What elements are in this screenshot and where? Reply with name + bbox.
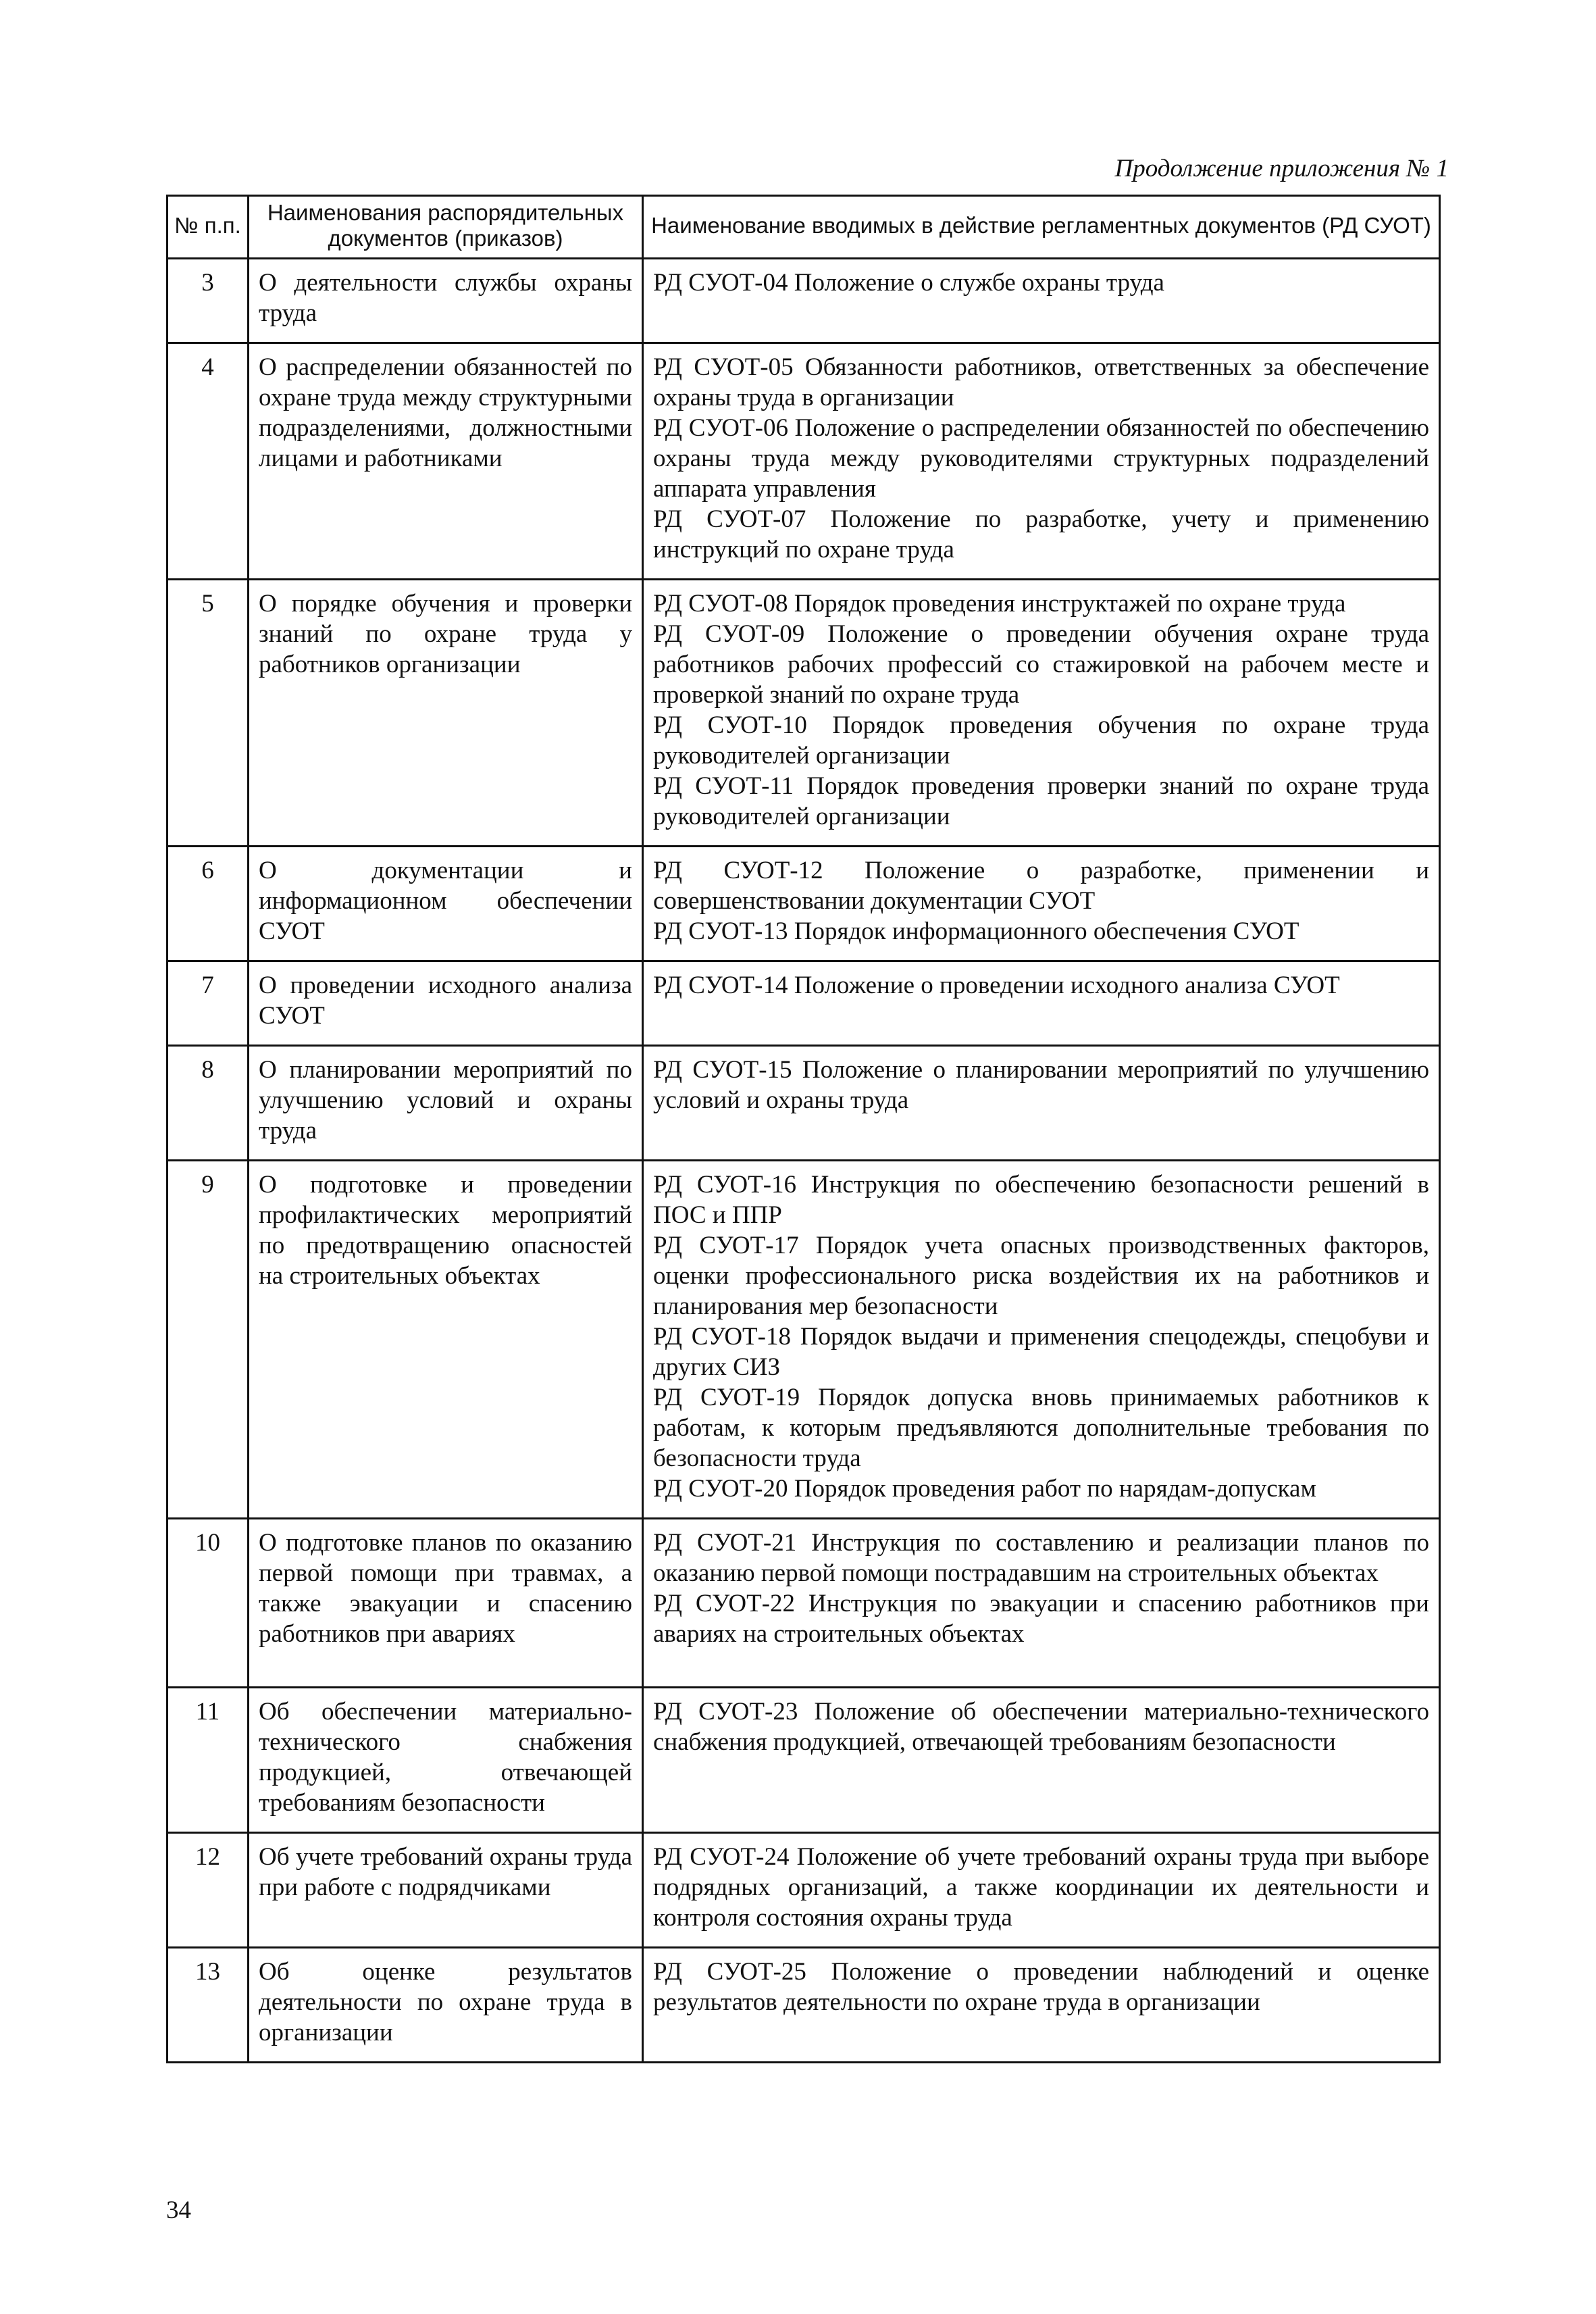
row-number: 11: [168, 1688, 249, 1833]
table-row: [168, 847, 1440, 961]
regulatory-documents-cell: [643, 847, 1440, 961]
regulatory-document-item: РД СУОТ-08 Порядок проведения инструктажей по охране труда: [653, 590, 1346, 618]
regulatory-document-item: РД СУОТ-15 Положение о планировании мероприятий по улучшению условий и охраны труда: [653, 1056, 1429, 1114]
regulatory-document-item: РД СУОТ-16 Инструкция по обеспечению безопасности решений в ПОС и ППР: [653, 1171, 1429, 1229]
regulatory-documents-cell: [643, 580, 1440, 847]
regulatory-document-item: РД СУОТ-04 Положение о службе охраны труда: [653, 269, 1164, 297]
row-number: 5: [168, 580, 249, 847]
header-order-names: Наименования распорядительных документов (приказов): [249, 196, 643, 259]
order-name: Об оценке результатов деятельности по охране труда в организации: [249, 1948, 643, 2063]
order-name: О проведении исходного анализа СУОТ: [249, 961, 643, 1046]
regulatory-document-item: РД СУОТ-17 Порядок учета опасных производственных факторов, оценки профессионального риска воздействия их на работников и планирования мер безопасности: [653, 1232, 1429, 1320]
regulatory-document-item: РД СУОТ-06 Положение о распределении обязанностей по обеспечению охраны труда между руководителями структурных подразделений аппарата управления: [653, 414, 1429, 503]
row-number: 9: [168, 1161, 249, 1519]
table-row: [168, 1161, 1440, 1519]
order-name: О распределении обязанностей по охране труда между структурными подразделениями, должностными лицами и работниками: [249, 343, 643, 580]
regulatory-documents-cell: [643, 1833, 1440, 1948]
row-number: 3: [168, 259, 249, 343]
row-number: 12: [168, 1833, 249, 1948]
table-row: [168, 1046, 1440, 1161]
regulatory-document-item: РД СУОТ-24 Положение об учете требований охраны труда при выборе подрядных организаций, а также координации их деятельности и контроля состояния охраны труда: [653, 1843, 1429, 1932]
regulatory-documents-cell: [643, 961, 1440, 1046]
order-name: Об обеспечении материально-технического снабжения продукцией, отвечающей требованиям безопасности: [249, 1688, 643, 1833]
regulatory-documents-cell: [643, 1519, 1440, 1688]
regulatory-document-item: РД СУОТ-25 Положение о проведении наблюдений и оценке результатов деятельности по охране труда в организации: [653, 1958, 1429, 2016]
order-name: Об учете требований охраны труда при работе с подрядчиками: [249, 1833, 643, 1948]
order-name: О подготовке планов по оказанию первой помощи при травмах, а также эвакуации и спасению работников при авариях: [249, 1519, 643, 1688]
row-number: 4: [168, 343, 249, 580]
order-name: О порядке обучения и проверки знаний по охране труда у работников организации: [249, 580, 643, 847]
order-name: О подготовке и проведении профилактических мероприятий по предотвращению опасностей на строительных объектах: [249, 1161, 643, 1519]
regulatory-document-item: РД СУОТ-05 Обязанности работников, ответственных за обеспечение охраны труда в организации: [653, 353, 1429, 411]
regulatory-document-item: РД СУОТ-23 Положение об обеспечении материально-технического снабжения продукцией, отвечающей требованиям безопасности: [653, 1698, 1429, 1756]
regulatory-document-item: РД СУОТ-22 Инструкция по эвакуации и спасению работников при авариях на строительных объектах: [653, 1590, 1429, 1648]
regulatory-document-item: РД СУОТ-21 Инструкция по составлению и реализации планов по оказанию первой помощи пострадавшим на строительных объектах: [653, 1529, 1429, 1587]
regulatory-document-item: РД СУОТ-19 Порядок допуска вновь принимаемых работников к работам, к которым предъявляются дополнительные требования по безопасности труда: [653, 1384, 1429, 1472]
row-number: 6: [168, 847, 249, 961]
order-name: О планировании мероприятий по улучшению условий и охраны труда: [249, 1046, 643, 1161]
appendix-continuation-caption: Продолжение приложения № 1: [1114, 155, 1449, 182]
regulatory-documents-cell: [643, 343, 1440, 580]
regulatory-document-item: РД СУОТ-18 Порядок выдачи и применения спецодежды, спецобуви и других СИЗ: [653, 1323, 1429, 1381]
header-number: № п.п.: [168, 196, 249, 259]
regulatory-documents-cell: [643, 259, 1440, 343]
regulatory-documents-table: [166, 195, 1441, 2063]
table-row: [168, 1948, 1440, 2063]
regulatory-document-item: РД СУОТ-12 Положение о разработке, применении и совершенствовании документации СУОТ: [653, 857, 1429, 915]
row-number: 13: [168, 1948, 249, 2063]
table-row: [168, 1688, 1440, 1833]
regulatory-document-item: РД СУОТ-10 Порядок проведения обучения по охране труда руководителей организации: [653, 711, 1429, 770]
order-name: О деятельности службы охраны труда: [249, 259, 643, 343]
regulatory-documents-cell: [643, 1688, 1440, 1833]
header-regulatory-documents: Наименование вводимых в действие регламентных документов (РД СУОТ): [643, 196, 1440, 259]
regulatory-document-item: РД СУОТ-07 Положение по разработке, учету и применению инструкций по охране труда: [653, 505, 1429, 563]
regulatory-documents-cell: [643, 1161, 1440, 1519]
regulatory-document-item: РД СУОТ-14 Положение о проведении исходного анализа СУОТ: [653, 972, 1340, 999]
order-name: О документации и информационном обеспечении СУОТ: [249, 847, 643, 961]
row-number: 7: [168, 961, 249, 1046]
table-row: [168, 961, 1440, 1046]
regulatory-document-item: РД СУОТ-09 Положение о проведении обучения охране труда работников рабочих профессий со стажировкой на рабочем месте и проверкой знаний по охране труда: [653, 620, 1429, 709]
regulatory-documents-cell: [643, 1046, 1440, 1161]
table-row: [168, 1519, 1440, 1688]
regulatory-documents-cell: [643, 1948, 1440, 2063]
table-row: [168, 343, 1440, 580]
regulatory-document-item: РД СУОТ-11 Порядок проведения проверки знаний по охране труда руководителей организации: [653, 772, 1429, 830]
page-number: 34: [166, 2196, 191, 2224]
table-row: [168, 1833, 1440, 1948]
table-row: [168, 259, 1440, 343]
regulatory-document-item: РД СУОТ-20 Порядок проведения работ по нарядам-допускам: [653, 1475, 1316, 1503]
table-row: [168, 580, 1440, 847]
row-number: 8: [168, 1046, 249, 1161]
regulatory-document-item: РД СУОТ-13 Порядок информационного обеспечения СУОТ: [653, 917, 1299, 945]
table-header-row: [168, 196, 1440, 259]
row-number: 10: [168, 1519, 249, 1688]
